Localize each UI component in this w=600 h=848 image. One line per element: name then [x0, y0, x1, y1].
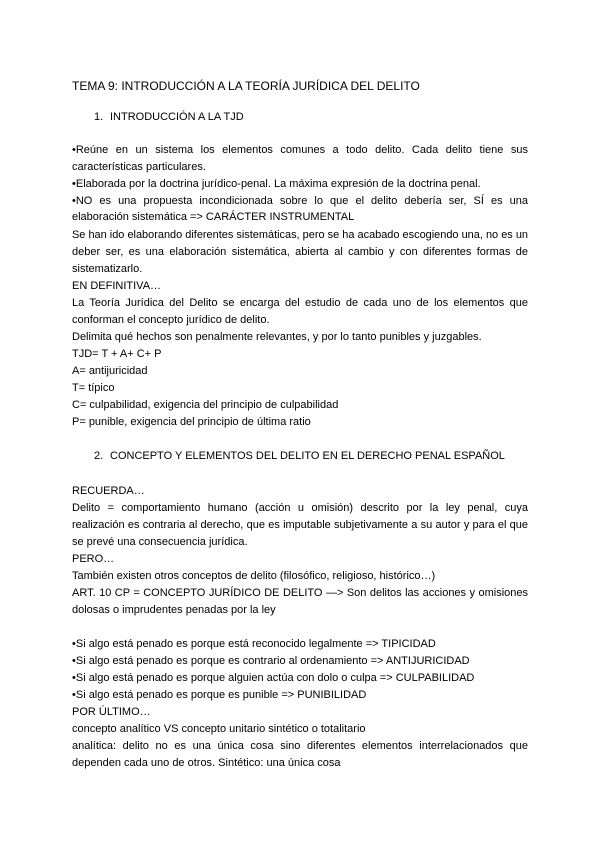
s2-line: También existen otros conceptos de delito (filosófico, religioso, histórico…)	[72, 570, 436, 582]
s1-line: A= antijuricidad	[72, 365, 148, 377]
s1-line: elaboración sistemática => CARÁCTER INSTRUMENTAL	[72, 211, 355, 223]
section1-number: 1.	[94, 111, 104, 123]
s1-line: C= culpabilidad, exigencia del principio de culpabilidad	[72, 399, 339, 411]
s1-line: TJD= T + A+ C+ P	[72, 348, 162, 360]
s2-line: se prevé una consecuencia jurídica.	[72, 536, 248, 548]
s1-line: EN DEFINITIVA…	[72, 280, 162, 292]
s2-line: analítica: delito no es una única cosa sino diferentes elementos interrelacionados que	[72, 740, 528, 752]
s2-line: ART. 10 CP = CONCEPTO JURÍDICO DE DELITO —> Son delitos las acciones y omisiones	[72, 587, 528, 599]
s1-line: Se han ido elaborando diferentes sistemáticas, pero se ha acabado escogiendo una, no es un	[72, 229, 528, 241]
s2-line: PERO…	[72, 553, 115, 565]
s1-line: conforman el concepto jurídico de delito.	[72, 314, 270, 326]
s2-bullet: •Si algo está penado es porque es punible => PUNIBILIDAD	[72, 689, 367, 701]
s2-line: realización es contraria al derecho, que es imputable subjetivamente a su autor y para el que	[72, 519, 528, 531]
section2-heading: CONCEPTO Y ELEMENTOS DEL DELITO EN EL DERECHO PENAL ESPAÑOL	[110, 450, 505, 462]
s1-line: •NO es una propuesta incondicionada sobre lo que el delito debería ser, SÍ es una	[72, 195, 528, 207]
s1-line: T= típico	[72, 382, 115, 394]
s2-bullet: •Si algo está penado es porque está reconocido legalmente => TIPICIDAD	[72, 638, 436, 650]
s2-line: POR ÚLTIMO…	[72, 706, 151, 718]
section1-heading: INTRODUCCIÓN A LA TJD	[110, 111, 244, 123]
s2-bullet: •Si algo está penado es porque es contrario al ordenamiento => ANTIJURICIDAD	[72, 655, 470, 667]
document-title: TEMA 9: INTRODUCCIÓN A LA TEORÍA JURÍDICA DEL DELITO	[72, 79, 420, 93]
s1-line: •Reúne en un sistema los elementos comunes a todo delito. Cada delito tiene sus	[72, 144, 528, 156]
s1-line: La Teoría Jurídica del Delito se encarga del estudio de cada uno de los elementos que	[72, 297, 528, 309]
s2-line: concepto analítico VS concepto unitario sintético o totalitario	[72, 723, 366, 735]
s1-line: •Elaborada por la doctrina jurídico-penal. La máxima expresión de la doctrina penal.	[72, 178, 481, 190]
s2-line: dependen cada uno de otros. Sintético: una única cosa	[72, 757, 341, 769]
s2-bullet: •Si algo está penado es porque alguien actúa con dolo o culpa => CULPABILIDAD	[72, 672, 475, 684]
s1-line: deber ser, es una elaboración sistemática, abierta al cambio y con diferentes formas de	[72, 246, 528, 258]
section2-number: 2.	[94, 450, 104, 462]
s1-line: Delimita qué hechos son penalmente relevantes, y por lo tanto punibles y juzgables.	[72, 331, 482, 343]
s1-line: sistematizarlo.	[72, 263, 143, 275]
s2-line: Delito = comportamiento humano (acción u omisión) descrito por la ley penal, cuya	[72, 502, 528, 514]
s2-line: RECUERDA…	[72, 485, 145, 497]
s2-line: dolosas o imprudentes penadas por la ley	[72, 604, 276, 616]
s1-line: P= punible, exigencia del principio de última ratio	[72, 416, 311, 428]
s1-line: características particulares.	[72, 161, 206, 173]
